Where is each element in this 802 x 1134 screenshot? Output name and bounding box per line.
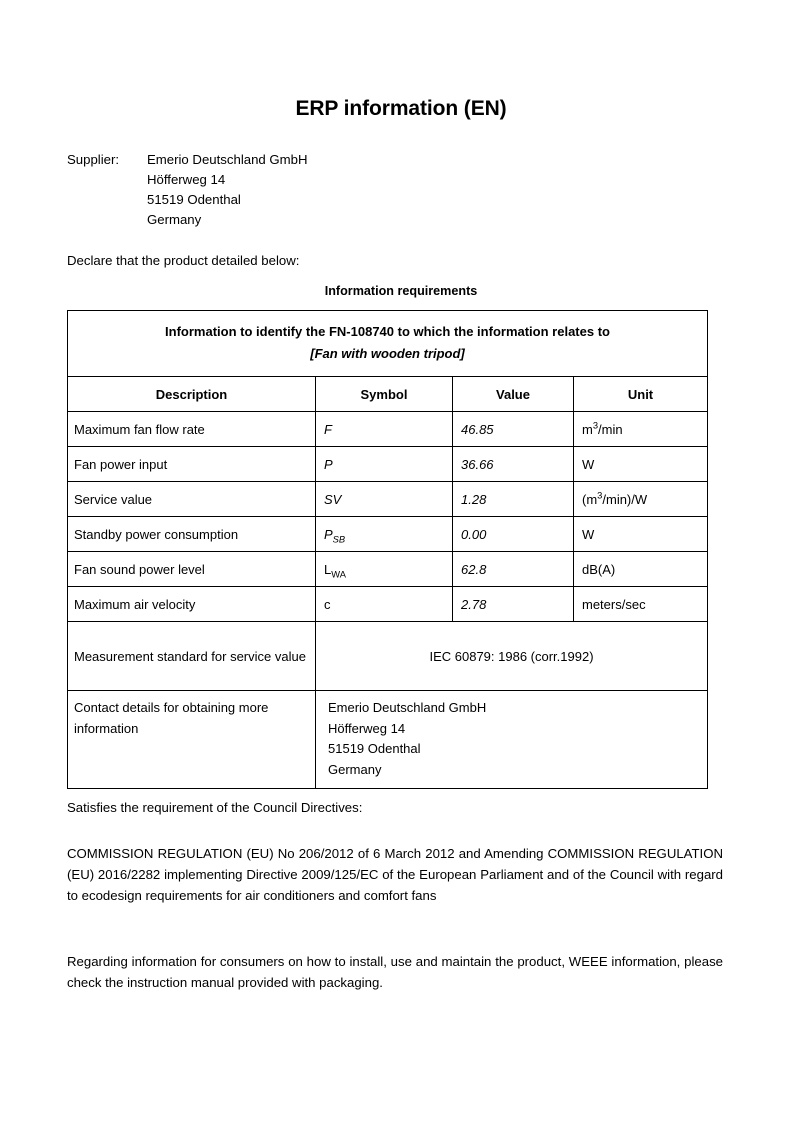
row-description: Fan power input [68,447,316,482]
table-title-row [68,311,708,377]
row-value: 46.85 [453,412,574,447]
supplier-address [147,150,308,230]
contact-address-line: 51519 Odenthal [328,741,421,756]
measurement-standard-row [68,622,708,691]
contact-details-value [316,691,708,789]
table-title-line2: [Fan with wooden tripod] [310,346,465,361]
table-title-cell [68,311,708,377]
row-symbol [316,412,453,447]
row-value: 2.78 [453,587,574,622]
contact-details-row [68,691,708,789]
supplier-label: Supplier: [67,152,120,167]
contact-address-line: Höfferweg 14 [328,720,406,736]
unit-base: (m [582,491,598,507]
table-title-line1: Information to identify the FN-108740 to which the information relates to [165,324,610,339]
contact-address-line: Emerio Deutschland GmbH [328,700,487,715]
table-row [68,552,708,587]
row-value: 1.28 [453,482,574,517]
symbol-subscript: WA [331,569,346,580]
symbol-base: SV [324,491,342,507]
unit-rest: /min)/W [602,491,648,507]
unit-base: W [582,456,595,472]
column-header-value: Value [453,377,574,412]
page-title: ERP information (EN) [295,97,507,120]
regulation-paragraph [67,843,723,906]
unit-superscript: 3 [597,490,603,501]
row-unit [574,482,708,517]
row-symbol [316,587,453,622]
unit-superscript: 3 [592,420,599,431]
row-symbol [316,517,453,552]
table-header-row [68,377,708,412]
declare-statement: Declare that the product detailed below: [67,253,300,268]
row-symbol [316,482,453,517]
unit-base: W [582,526,595,542]
row-description: Maximum air velocity [68,587,316,622]
contact-address-line: Germany [328,761,382,777]
unit-base: meters/sec [582,596,646,612]
row-value: 36.66 [453,447,574,482]
row-description: Maximum fan flow rate [68,412,316,447]
symbol-base: P [324,526,333,542]
table-row [68,447,708,482]
column-header-unit: Unit [574,377,708,412]
row-unit [574,517,708,552]
supplier-address-line: Emerio Deutschland GmbH [147,152,308,167]
row-unit [574,412,708,447]
symbol-base: P [324,456,333,472]
row-description: Fan sound power level [68,552,316,587]
table-row [68,482,708,517]
unit-rest: /min [598,421,623,437]
row-value: 0.00 [453,517,574,552]
table-row [68,587,708,622]
symbol-base: L [324,561,332,577]
supplier-address-line: Höfferweg 14 [147,172,226,187]
row-symbol [316,447,453,482]
symbol-subscript: SB [332,534,346,545]
unit-base: dB(A) [582,561,616,577]
column-header-symbol: Symbol [316,377,453,412]
row-unit [574,587,708,622]
unit-base: m [582,421,593,437]
information-requirements-heading: Information requirements [324,284,478,298]
measurement-standard-value: IEC 60879: 1986 (corr.1992) [316,622,708,691]
table-row [68,412,708,447]
row-unit [574,552,708,587]
weee-paragraph [67,951,723,993]
row-value: 62.8 [453,552,574,587]
table-row [68,517,708,552]
erp-information-table [67,310,708,789]
row-description: Standby power consumption [68,517,316,552]
row-description: Service value [68,482,316,517]
symbol-base: F [324,421,332,437]
satisfies-statement: Satisfies the requirement of the Council Directives: [67,800,363,815]
measurement-standard-description: Measurement standard for service value [68,622,316,691]
contact-details-description: Contact details for obtaining more information [68,691,316,789]
supplier-address-line: 51519 Odenthal [147,192,241,207]
row-symbol [316,552,453,587]
column-header-description: Description [68,377,316,412]
supplier-block [67,150,308,230]
weee-paragraph-text: Regarding information for consumers on how to install, use and maintain the product, WEEE information, please check the instruction manual provided with packaging. [67,954,723,990]
row-unit [574,447,708,482]
regulation-paragraph-text: COMMISSION REGULATION (EU) No 206/2012 of 6 March 2012 and Amending COMMISSION REGULATION (EU) 2016/2282 implementing Directive 2009/125/EC of the European Parliament and of the Council with regard to ecodesign requirements for air conditioners and comfort fans [67,846,723,903]
supplier-address-line: Germany [147,212,202,227]
symbol-base: c [324,596,331,612]
